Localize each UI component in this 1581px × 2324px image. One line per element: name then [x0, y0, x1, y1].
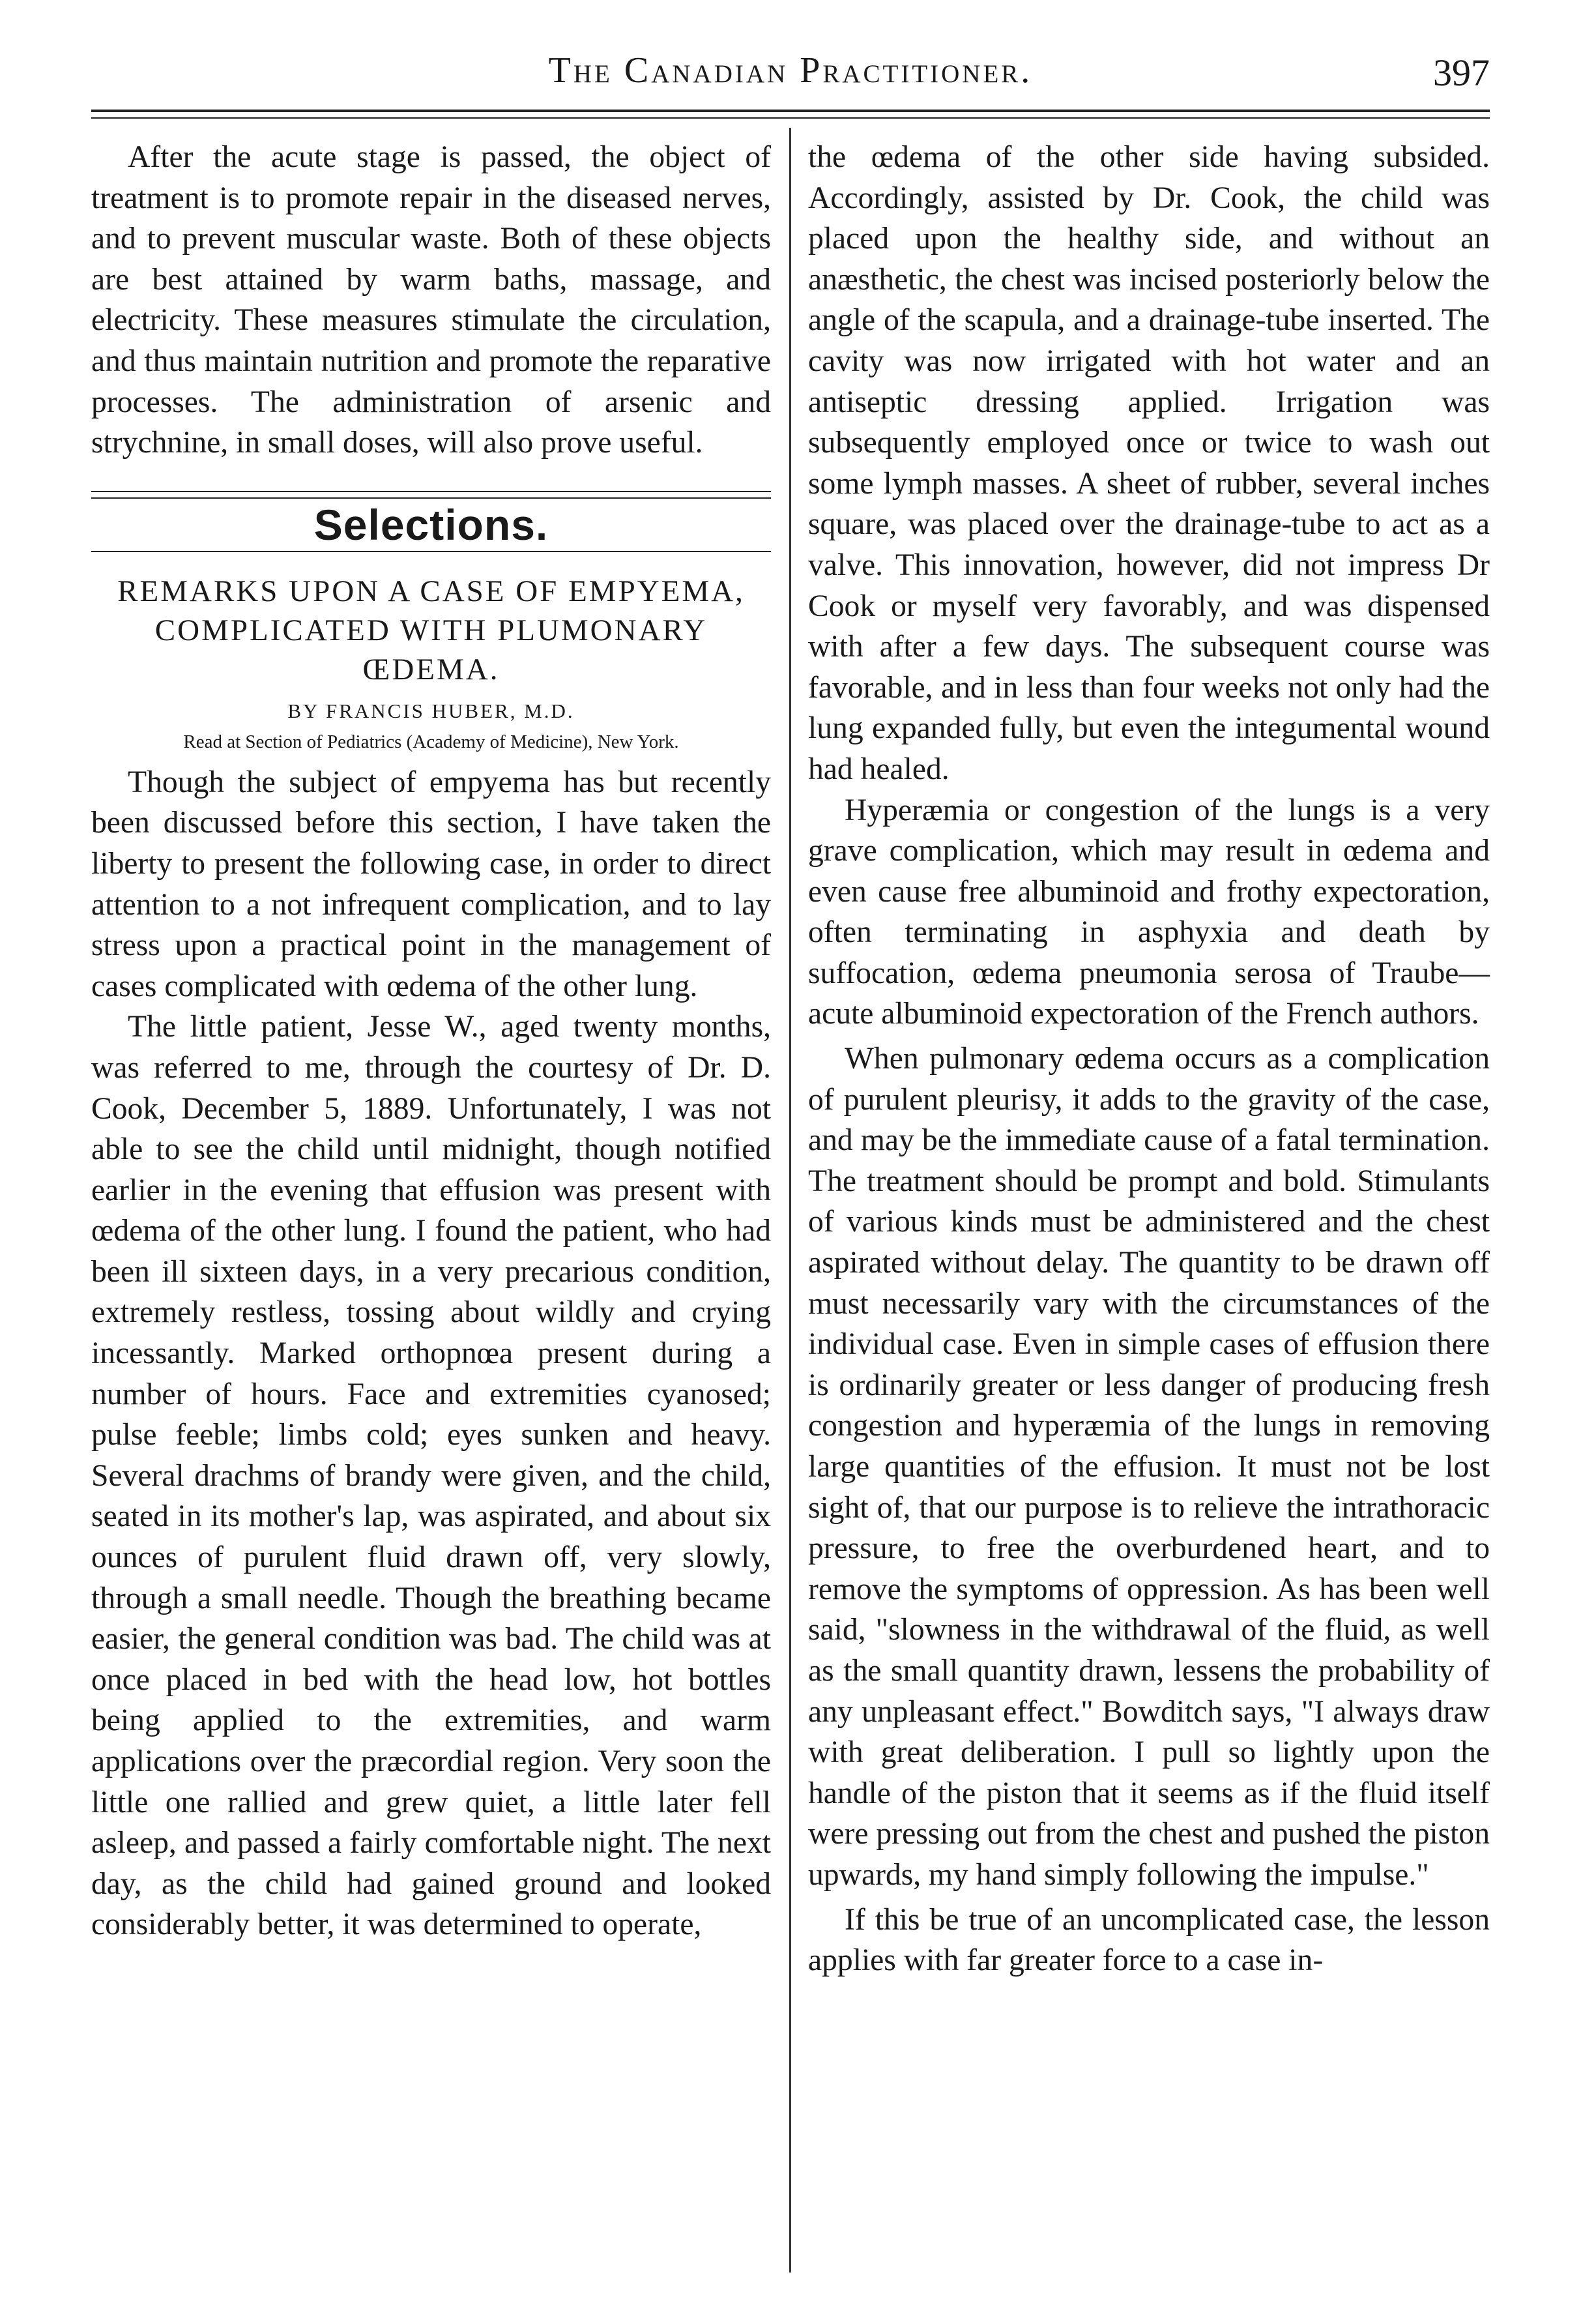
section-title: Selections. — [313, 500, 549, 549]
byline: BY FRANCIS HUBER, M.D. — [287, 699, 575, 722]
paragraph: the œdema of the other side having subsided. Accordingly, assisted by Dr. Cook, the child was placed upon the healthy side, and without an anæsthetic, the chest was incised posteriorly below the angle of the scapula, and a drainage-tube inserted. The cavity was now irrigated with hot water and an antiseptic dressing applied. Irrigation was subsequently employed once or twice to wash out some lymph masses. A sheet of rubber, several inches square, was placed over the drainage-tube to act as a valve. This innovation, however, did not impress Dr Cook or myself very favorably, and was dispensed with after a few days. The subsequent course was favorable, and in less than four weeks not only had the lung expanded fully, but even the integumental wound had healed. — [808, 140, 1490, 786]
article-title: REMARKS UPON A CASE OF EMPYEMA, COMPLICATED WITH PLUMONARY ŒDEMA. — [117, 574, 745, 686]
header-rule-thin — [91, 117, 1490, 119]
paragraph: After the acute stage is passed, the object of treatment is to promote repair in the diseased nerves, and to prevent muscular waste. Both of these objects are best attained by warm baths, massage, and electricity. These measures stimulate the circulation, and thus maintain nutrition and promote the reparative processes. The administration of arsenic and strychnine, in small doses, will also prove useful. — [91, 140, 771, 460]
column-divider — [789, 128, 791, 2273]
section-rule — [91, 551, 771, 552]
section-rule — [91, 491, 771, 492]
paragraph: When pulmonary œdema occurs as a complication of purulent pleurisy, it adds to the gravity of the case, and may be the immediate cause of a fatal termination. The treatment should be prompt and bold. Stimulants of various kinds must be administered and the chest aspirated without delay. The quantity to be drawn off must necessarily vary with the circumstances of the individual case. Even in simple cases of effusion there is ordinarily greater or less danger of producing fresh congestion and hyperæmia of the lungs in removing large quantities of the effusion. It must not be lost sight of, that our purpose is to relieve the intrathoracic pressure, to free the overburdened heart, and to remove the symptoms of oppression. As has been well said, "slowness in the withdrawal of the fluid, as well as the small quantity drawn, lessens the probability of any unpleasant effect." Bowditch says, "I always draw with great deliberation. I pull so lightly upon the handle of the piston that it seems as if the fluid itself were pressing out from the chest and pushed the piston upwards, my hand simply following the impulse." — [808, 1042, 1490, 1892]
section-rule — [91, 497, 771, 499]
right-column — [808, 137, 1490, 1981]
page-number: 397 — [1433, 51, 1490, 94]
header-rule-thick — [91, 110, 1490, 112]
paragraph: Though the subject of empyema has but recently been discussed before this section, I have taken the liberty to present the following case, in order to direct attention to a not infrequent complication, and to lay stress upon a practical point in the management of cases complicated with œdema of the other lung. — [91, 765, 771, 1003]
left-column — [91, 137, 771, 1945]
read-note: Read at Section of Pediatrics (Academy of Medicine), New York. — [183, 731, 679, 752]
paragraph: The little patient, Jesse W., aged twenty months, was referred to me, through the courtesy of Dr. D. Cook, December 5, 1889. Unfortunately, I was not able to see the child until midnight, though notified earlier in the evening that effusion was present with œdema of the other lung. I found the patient, who had been ill sixteen days, in a very precarious condition, extremely restless, tossing about wildly and crying incessantly. Marked orthopnœa present during a number of hours. Face and extremities cyanosed; pulse feeble; limbs cold; eyes sunken and heavy. Several drachms of brandy were given, and the child, seated in its mother's lap, was aspirated, and about six ounces of purulent fluid drawn off, very slowly, through a small needle. Though the breathing became easier, the general condition was bad. The child was at once placed in bed with the head low, hot bottles being applied to the extremities, and warm applications over the præcordial region. Very soon the little one rallied and grew quiet, a little later fell asleep, and passed a fairly comfortable night. The next day, as the child had gained ground and looked considerably better, it was determined to operate, — [91, 1010, 771, 1942]
running-title: The Canadian Practitioner. — [548, 50, 1033, 91]
page-header — [91, 40, 1490, 99]
paragraph: Hyperæmia or congestion of the lungs is a very grave complication, which may result in œdema and even cause free albuminoid and frothy expectoration, often terminating in asphyxia and death by suffocation, œdema pneumonia serosa of Traube—acute albuminoid expectoration of the French authors. — [808, 793, 1490, 1031]
paragraph: If this be true of an uncomplicated case, the lesson applies with far greater force to a case in- — [808, 1902, 1490, 1978]
